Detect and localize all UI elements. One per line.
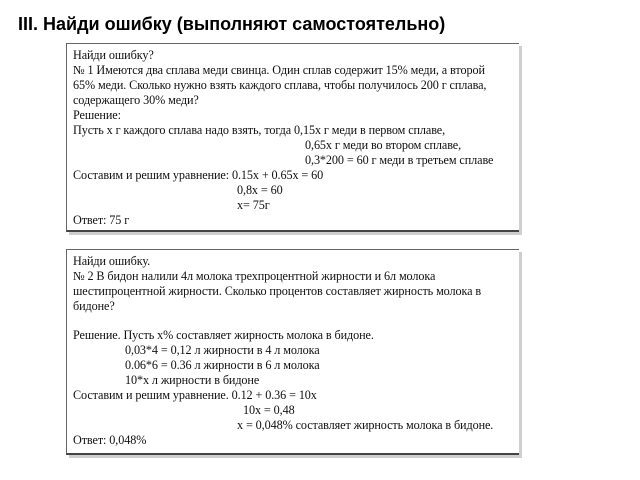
problem-1-solution-line-2: 0,65х г меди во втором сплаве, [305, 138, 462, 152]
problem-1-answer: Ответ: 75 г [73, 213, 130, 227]
problem-1-statement-line-2: 65% меди. Сколько нужно взять каждого сплава, чтобы получилось 200 г сплава, [73, 78, 487, 92]
problem-2-solution-line-2: 0,03*4 = 0,12 л жирности в 4 л молока [125, 343, 320, 357]
problem-2-panel [66, 249, 519, 455]
problem-2-statement-line-2: шестипроцентной жирности. Сколько процентов составляет жирность молока в [73, 284, 482, 298]
problem-1-equation-step-2: х= 75г [237, 198, 270, 212]
problem-1-solution-line-3: 0,3*200 = 60 г меди в третьем сплаве [305, 153, 494, 167]
problem-1-heading: Найди ошибку? [73, 48, 154, 62]
problem-1-statement-line-1: № 1 Имеются два сплава меди свинца. Один сплав содержит 15% меди, а второй [73, 63, 485, 77]
problem-1-solution-line-1: Пусть х г каждого сплава надо взять, тогда 0,15х г меди в первом сплаве, [73, 123, 446, 137]
problem-2-answer: Ответ: 0,048% [73, 433, 147, 447]
problem-2-solution-line-4: 10*х л жирности в бидоне [125, 373, 260, 387]
problem-1-equation: Составим и решим уравнение: 0.15х + 0.65х = 60 [73, 168, 324, 182]
problem-2-solution-line-1: Решение. Пусть х% составляет жирность молока в бидоне. [73, 328, 374, 342]
problem-2-equation: Составим и решим уравнение. 0.12 + 0.36 = 10х [73, 388, 317, 402]
problem-2-equation-step-2: х = 0,048% составляет жирность молока в бидоне. [237, 418, 494, 432]
problem-2-solution-line-3: 0.06*6 = 0.36 л жирности в 6 л молока [125, 358, 320, 372]
problem-2-statement-line-3: бидоне? [73, 299, 115, 313]
problem-2-equation-step-1: 10х = 0,48 [243, 403, 295, 417]
page-title: III. Найди ошибку (выполняют самостоятельно) [18, 14, 446, 34]
problem-1-equation-step-1: 0,8х = 60 [237, 183, 283, 197]
problem-1-statement-line-3: содержащего 30% меди? [73, 93, 199, 107]
problem-2-heading: Найди ошибку. [73, 254, 151, 268]
problem-2-statement-line-1: № 2 В бидон налили 4л молока трехпроцентной жирности и 6л молока [73, 269, 436, 283]
problem-1-solution-label: Решение: [73, 108, 121, 122]
problem-1-panel [66, 43, 519, 232]
